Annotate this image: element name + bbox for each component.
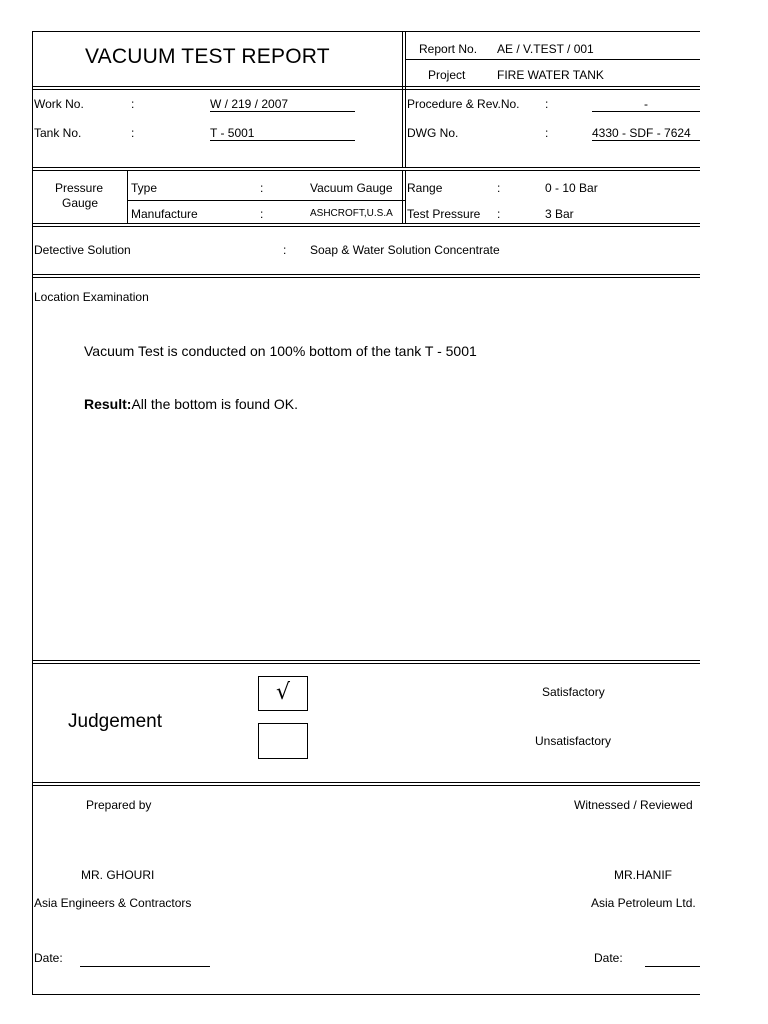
detective-value: Soap & Water Solution Concentrate	[310, 243, 500, 257]
result-line	[84, 396, 298, 412]
unsatisfactory-label: Unsatisfactory	[535, 734, 612, 748]
judgement-bottom-line-2	[32, 785, 700, 786]
tank-no-colon: :	[131, 126, 135, 140]
outer-border-bottom	[32, 994, 700, 995]
dwg-value: 4330 - SDF - 7624	[592, 126, 700, 141]
gauge-top-line	[32, 167, 700, 168]
project-value: FIRE WATER TANK	[497, 68, 604, 82]
test-pressure-label: Test Pressure	[407, 207, 481, 221]
witnessed-date-line	[645, 966, 700, 967]
witnessed-label: Witnessed / Reviewed	[574, 798, 693, 812]
range-value: 0 - 10 Bar	[545, 181, 598, 195]
gauge-vdivider-2	[405, 170, 406, 223]
type-label: Type	[131, 181, 158, 195]
result-label: Result:	[84, 396, 132, 412]
gauge-bottom-line-2	[32, 226, 700, 227]
header-vdivider-2	[405, 31, 406, 167]
judgement-bottom-line	[32, 782, 700, 783]
header-divider-2	[32, 89, 700, 90]
header-divider	[32, 86, 700, 87]
detective-label: Detective Solution	[34, 243, 131, 257]
judgement-top-line-2	[32, 663, 700, 664]
header-vdivider	[402, 31, 403, 167]
prepared-name: MR. GHOURI	[81, 868, 155, 882]
detective-bottom-line	[32, 274, 700, 275]
procedure-value: -	[592, 97, 700, 112]
tank-no-value: T - 5001	[210, 126, 355, 141]
report-project-divider	[406, 59, 700, 60]
witnessed-name: MR.HANIF	[614, 868, 672, 882]
satisfactory-label: Satisfactory	[542, 685, 605, 699]
witnessed-company: Asia Petroleum Ltd.	[591, 896, 696, 910]
manufacture-value: ASHCROFT,U.S.A	[310, 208, 393, 219]
tank-no-label: Tank No.	[34, 126, 82, 140]
manufacture-label: Manufacture	[131, 207, 198, 221]
manufacture-colon: :	[260, 207, 264, 221]
prepared-date-line	[80, 966, 210, 967]
unsatisfactory-checkbox[interactable]	[258, 723, 308, 759]
prepared-label: Prepared by	[86, 798, 152, 812]
test-pressure-value: 3 Bar	[545, 207, 574, 221]
range-colon: :	[497, 181, 501, 195]
detective-colon: :	[283, 243, 287, 257]
range-label: Range	[407, 181, 443, 195]
outer-border-left	[32, 31, 33, 995]
result-text: All the bottom is found OK.	[131, 396, 298, 412]
satisfactory-checkbox[interactable]	[258, 676, 308, 711]
gauge-row-line	[127, 200, 405, 201]
gauge-col-line	[127, 170, 128, 223]
witnessed-date-label: Date:	[594, 951, 623, 965]
gauge-label-line1: Pressure	[55, 181, 104, 195]
procedure-colon: :	[545, 97, 549, 111]
checkmark-icon: √	[275, 680, 291, 705]
report-no-label: Report No.	[419, 42, 478, 56]
dwg-label: DWG No.	[407, 126, 459, 140]
test-pressure-colon: :	[497, 207, 501, 221]
type-value: Vacuum Gauge	[310, 181, 393, 195]
judgement-label: Judgement	[68, 711, 163, 732]
prepared-company: Asia Engineers & Contractors	[34, 896, 192, 910]
gauge-vdivider	[402, 170, 403, 223]
gauge-label-line2: Gauge	[62, 196, 99, 210]
project-label: Project	[428, 68, 466, 82]
gauge-bottom-line	[32, 223, 700, 224]
judgement-top-line	[32, 660, 700, 661]
location-label: Location Examination	[34, 290, 149, 304]
work-no-value: W / 219 / 2007	[210, 97, 355, 112]
gauge-top-line-2	[32, 170, 700, 171]
work-no-colon: :	[131, 97, 135, 111]
prepared-date-label: Date:	[34, 951, 63, 965]
detective-bottom-line-2	[32, 277, 700, 278]
location-text: Vacuum Test is conducted on 100% bottom of the tank T - 5001	[84, 343, 477, 359]
dwg-colon: :	[545, 126, 549, 140]
procedure-label: Procedure & Rev.No.	[407, 97, 520, 111]
report-no-value: AE / V.TEST / 001	[497, 42, 594, 56]
page-title: VACUUM TEST REPORT	[85, 45, 330, 68]
work-no-label: Work No.	[34, 97, 84, 111]
outer-border-top	[32, 31, 700, 32]
type-colon: :	[260, 181, 264, 195]
